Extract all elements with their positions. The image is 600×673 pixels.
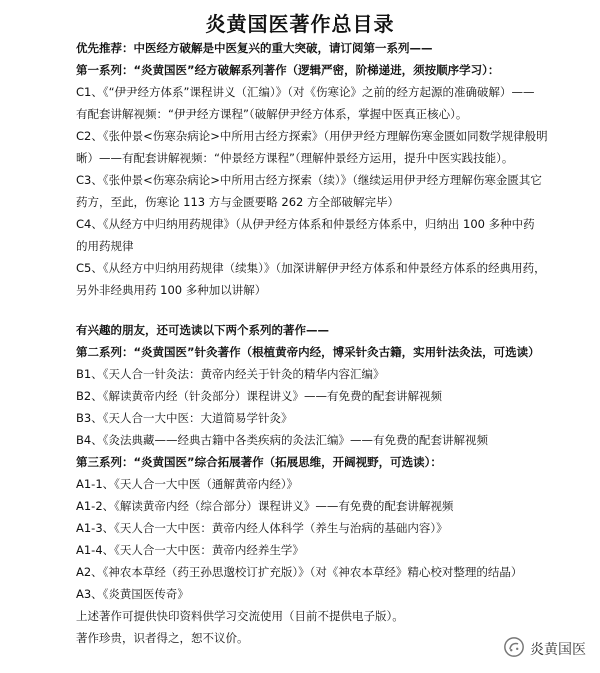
item-c2-line-1: C2、《张仲景<伤寒杂病论>中所用古经方探索》（用伊尹经方理解伤寒金匮如同数学规律般明: [76, 129, 548, 143]
item-b1: B1、《天人合一针灸法：黄帝内经关于针灸的精华内容汇编》: [76, 367, 385, 381]
item-c4-line-1: C4、《从经方中归纳用药规律》（从伊尹经方体系和仲景经方体系中，归纳出 100 多种中药: [76, 217, 535, 231]
item-c5-line-2: 另外非经典用药 100 多种加以讲解）: [76, 283, 267, 297]
availability-note: 上述著作可提供快印资料供学习交流使用（目前不提供电子版）。: [76, 609, 404, 623]
recommendation-line: 优先推荐：中医经方破解是中医复兴的重大突破，请订阅第一系列——: [76, 41, 433, 55]
item-a3: A3、《炎黄国医传奇》: [76, 587, 189, 601]
page-title: 炎黄国医著作总目录: [205, 12, 395, 36]
watermark-label: 炎黄国医: [530, 642, 586, 658]
item-a1-3: A1-3、《天人合一大中医：黄帝内经人体科学（养生与治病的基础内容）》: [76, 521, 448, 535]
watermark: [503, 637, 586, 661]
item-b3: B3、《天人合一大中医：大道简易学针灸》: [76, 411, 293, 425]
series-3-heading: 第三系列：“炎黄国医”综合拓展著作（拓展思维，开阔视野，可选读）：: [76, 455, 442, 469]
item-c3-line-1: C3、《张仲景<伤寒杂病论>中所用古经方探索（续）》（继续运用伊尹经方理解伤寒金匮其它: [76, 173, 542, 187]
optional-reading-line: 有兴趣的朋友，还可选读以下两个系列的著作——: [76, 323, 329, 337]
item-c2-line-2: 晰）——有配套讲解视频：“仲景经方课程”（理解仲景经方运用，提升中医实践技能）。: [76, 151, 514, 165]
item-a1-2: A1-2、《解读黄帝内经（综合部分）课程讲义》——有免费的配套讲解视频: [76, 499, 454, 513]
item-c1-line-2: 有配套讲解视频：“伊尹经方课程”（破解伊尹经方体系，掌握中医真正核心）。: [76, 107, 468, 121]
item-a1-4: A1-4、《天人合一大中医：黄帝内经养生学》: [76, 543, 304, 557]
item-b4: B4、《灸法典藏——经典古籍中各类疾病的灸法汇编》——有免费的配套讲解视频: [76, 433, 488, 447]
item-c5-line-1: C5、《从经方中归纳用药规律（续集）》（加深讲解伊尹经方体系和仲景经方体系的经典用药，: [76, 261, 546, 275]
price-note: 著作珍贵，识者得之，恕不议价。: [76, 631, 249, 645]
item-c1-line-1: C1、《“伊尹经方体系”课程讲义（汇编）》（对《伤寒论》之前的经方起源的准确破解）——: [76, 85, 535, 99]
series-2-heading: 第二系列：“炎黄国医”针灸著作（根植黄帝内经，博采针灸古籍，实用针法灸法，可选读）: [76, 345, 540, 359]
item-a2: A2、《神农本草经（药王孙思邈校订扩充版）》（对《神农本草经》精心校对整理的结晶）: [76, 565, 523, 579]
item-a1-1: A1-1、《天人合一大中医（通解黄帝内经）》: [76, 477, 299, 491]
series-1-heading: 第一系列：“炎黄国医”经方破解系列著作（逻辑严密，阶梯递进，须按顺序学习）：: [76, 63, 500, 77]
item-b2: B2、《解读黄帝内经（针灸部分）课程讲义》——有免费的配套讲解视频: [76, 389, 442, 403]
wechat-official-account-icon: [503, 636, 525, 662]
item-c4-line-2: 的用药规律: [76, 239, 134, 253]
item-c3-line-2: 药方，至此，伤寒论 113 方与金匮要略 262 方全部破解完毕）: [76, 195, 400, 209]
